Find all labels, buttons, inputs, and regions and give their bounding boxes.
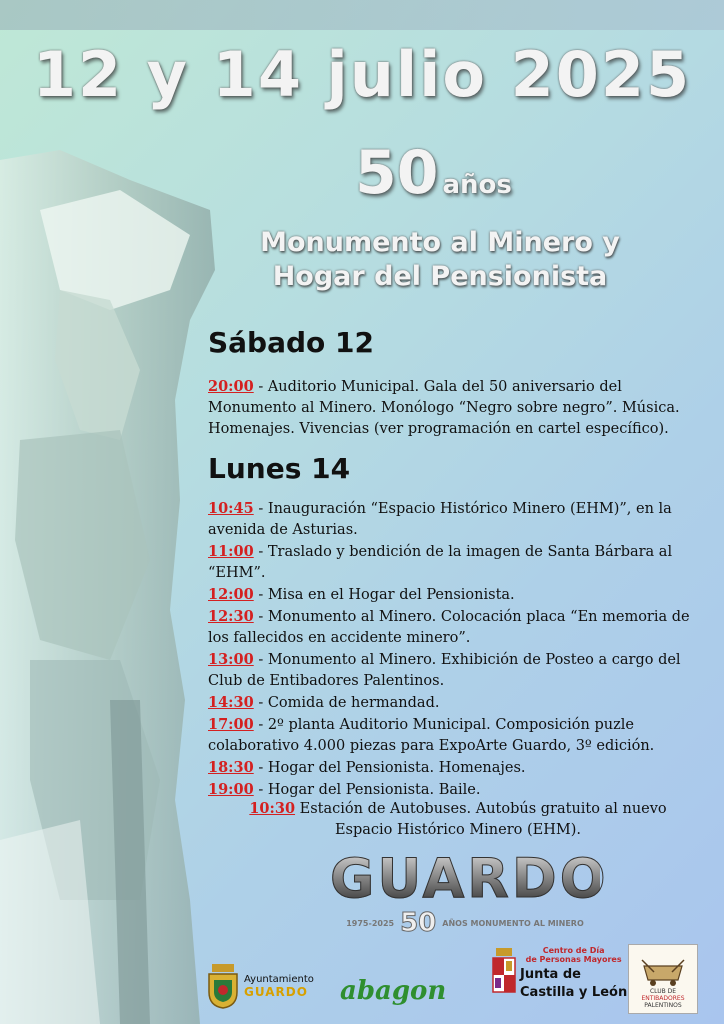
event-time: 12:00: [208, 586, 254, 603]
event-description: - 2º planta Auditorio Municipal. Composición puzle colaborativo 4.000 piezas para ExpoArte Guardo, 3º edición.: [208, 717, 655, 754]
bus-time: 10:30: [249, 800, 296, 817]
guardo-tagline: [330, 908, 600, 938]
event-description: - Hogar del Pensionista. Homenajes.: [253, 760, 526, 776]
junta-line-1: Junta de: [520, 967, 581, 982]
monday-heading: Lunes 14: [208, 452, 351, 485]
program-item: [208, 714, 708, 757]
event-time: 17:00: [208, 716, 254, 733]
mine-cart-icon: [638, 958, 688, 988]
centro-dia-line-2: de Personas Mayores: [525, 955, 622, 964]
event-description: - Monumento al Minero. Exhibición de Posteo a cargo del Club de Entibadores Palentinos.: [208, 652, 681, 689]
coat-of-arms-icon: [206, 962, 240, 1010]
program-item: [208, 584, 708, 606]
event-description: - Inauguración “Espacio Histórico Minero (EHM)”, en la avenida de Asturias.: [208, 501, 672, 538]
guardo-anniversary-logo: [330, 847, 609, 938]
junta-shield-icon: [492, 946, 516, 998]
subtitle-line-2: Hogar del Pensionista: [272, 261, 608, 292]
event-description: - Comida de hermandad.: [253, 695, 440, 711]
top-band: [0, 0, 724, 30]
event-subtitle: [240, 226, 640, 294]
event-description: - Auditorio Municipal. Gala del 50 aniversario del Monumento al Minero. Monólogo “Negro sobre negro”. Música. Homenajes. Vivencias (ver programación en cartel específico).: [208, 379, 680, 437]
event-time: 10:45: [208, 500, 254, 517]
guardo-wordmark: GUARDO: [330, 847, 609, 910]
event-date-title: 12 y 14 julio 2025: [32, 38, 692, 111]
ayuntamiento-text: [244, 974, 314, 998]
miner-statue-image: [0, 140, 225, 1024]
guardo-tagline-text: AÑOS MONUMENTO AL MINERO: [442, 918, 584, 928]
event-time: 20:00: [208, 378, 254, 395]
junta-castilla-leon-logo: [492, 946, 627, 1000]
event-time: 18:30: [208, 759, 254, 776]
event-time: 19:00: [208, 781, 254, 798]
sponsor-logos: [0, 940, 724, 1024]
club-line-1: CLUB DE: [649, 988, 677, 995]
event-time: 12:30: [208, 608, 254, 625]
subtitle-line-1: Monumento al Minero y: [260, 227, 620, 258]
event-description: - Monumento al Minero. Colocación placa “En memoria de los fallecidos en accidente minero”.: [208, 609, 690, 646]
abagon-logo: abagon: [340, 976, 447, 1006]
program-item: [208, 606, 708, 649]
junta-line-2: Castilla y León: [520, 985, 628, 1000]
program-item: [208, 541, 708, 584]
guardo-label: GUARDO: [244, 985, 308, 999]
ayuntamiento-label: Ayuntamiento: [244, 974, 314, 985]
monday-program: [208, 498, 708, 801]
bus-line-1: [208, 798, 708, 820]
saturday-heading: Sábado 12: [208, 326, 374, 359]
program-item: [208, 757, 708, 779]
centro-dia-line-1: Centro de Día: [542, 946, 605, 955]
club-line-3: PALENTINOS: [644, 1002, 682, 1009]
event-time: 13:00: [208, 651, 254, 668]
event-description: - Misa en el Hogar del Pensionista.: [253, 587, 515, 603]
program-item: [208, 498, 708, 541]
bus-line-2: Espacio Histórico Minero (EHM).: [334, 822, 582, 838]
club-line-2: ENTIBADORES: [641, 995, 685, 1002]
years-word: años: [442, 170, 512, 200]
event-time: 11:00: [208, 543, 254, 560]
bus-text-1: Estación de Autobuses. Autobús gratuito al nuevo: [295, 801, 667, 817]
event-description: - Traslado y bendición de la imagen de Santa Bárbara al “EHM”.: [208, 544, 673, 581]
anniversary-years: [355, 138, 512, 208]
years-number: 50: [355, 138, 439, 208]
event-description: - Hogar del Pensionista. Baile.: [253, 782, 481, 798]
club-entibadores-logo: [628, 944, 698, 1014]
junta-text: [520, 946, 627, 1000]
bus-notice: [208, 798, 708, 841]
guardo-fifty: 50: [400, 908, 437, 938]
program-item: [208, 376, 708, 440]
program-item: [208, 649, 708, 692]
guardo-year-range: 1975-2025: [346, 918, 395, 928]
saturday-program: [208, 376, 708, 440]
ayuntamiento-guardo-logo: [206, 962, 314, 1010]
event-time: 14:30: [208, 694, 254, 711]
program-item: [208, 692, 708, 714]
